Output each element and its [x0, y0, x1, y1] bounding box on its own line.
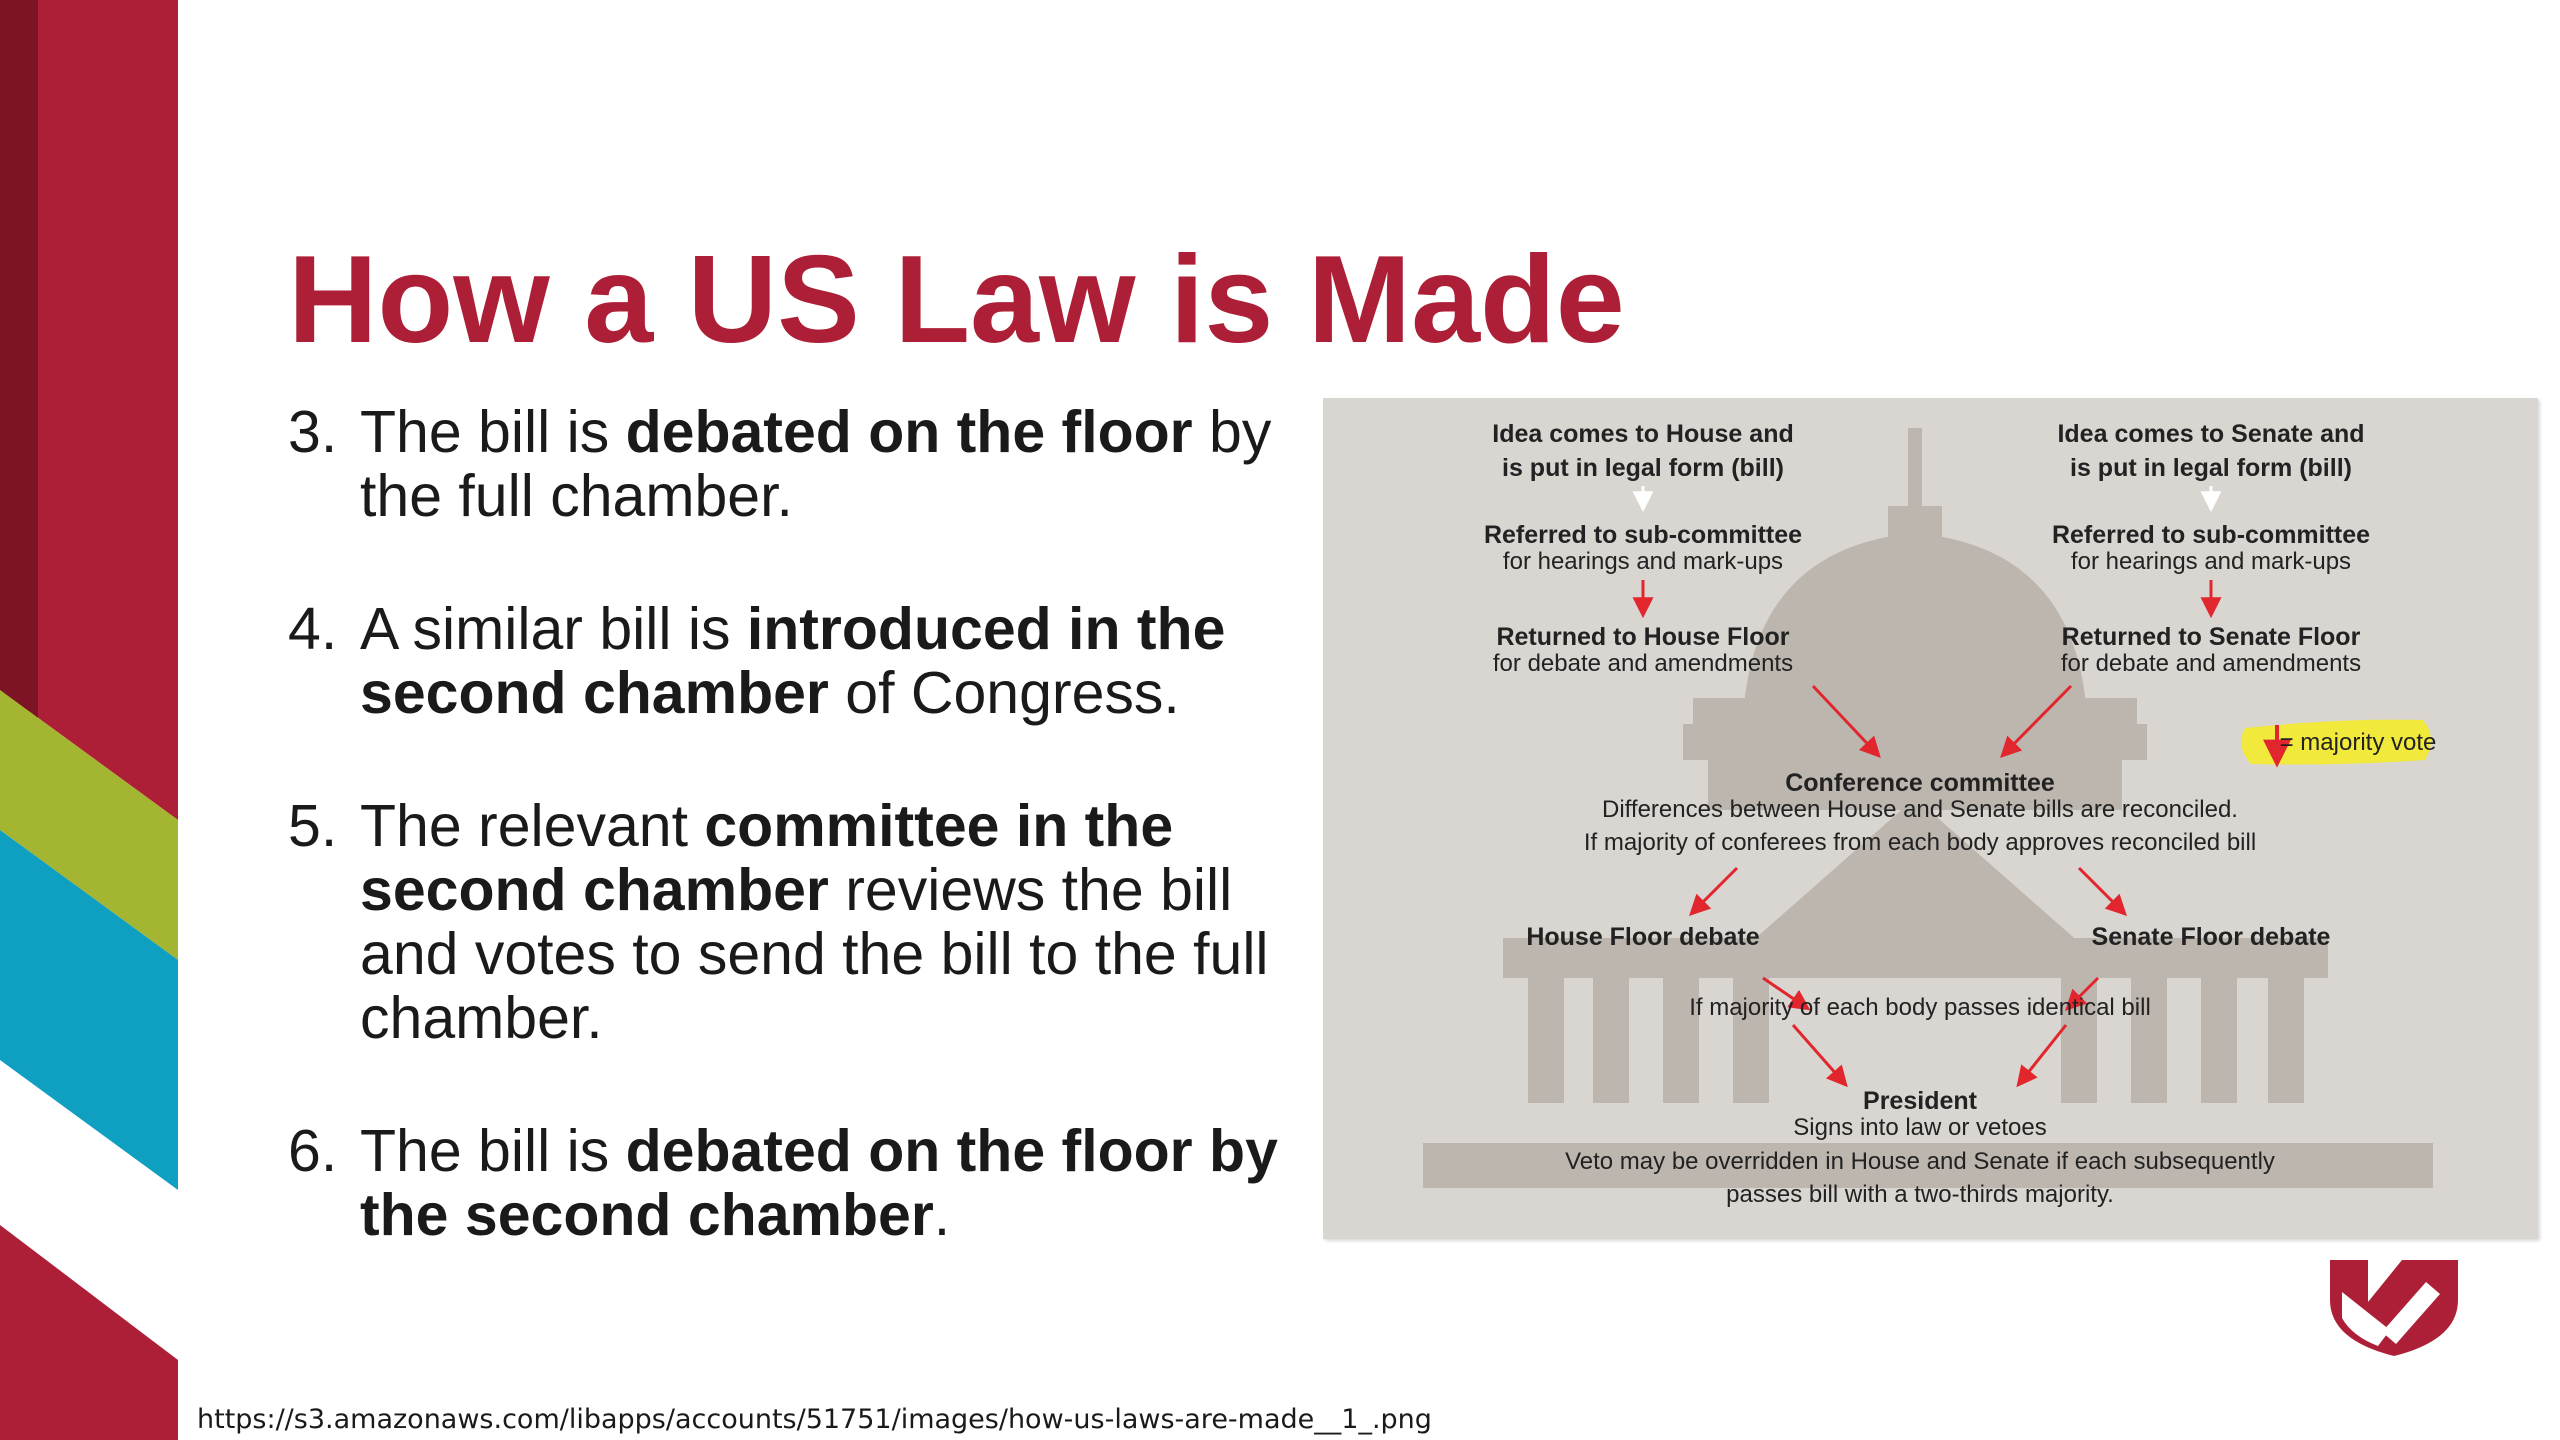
house-idea-line1: Idea comes to House and [1492, 420, 1794, 448]
step-text: The bill is debated on the floor by the full chamber. [360, 399, 1272, 529]
president-sub: Signs into law or vetoes [1793, 1114, 2047, 1141]
senate-returned-title: Returned to Senate Floor [2061, 623, 2361, 651]
step-list [288, 400, 1288, 1247]
house-idea-line2: is put in legal form (bill) [1502, 454, 1784, 482]
slide-title: How a US Law is Made [288, 231, 1625, 369]
senate-floor-label: Senate Floor debate [2091, 923, 2331, 951]
senate-idea-line1: Idea comes to Senate and [2057, 420, 2365, 448]
law-process-diagram [1323, 398, 2538, 1239]
step-item [288, 794, 1288, 1050]
senate-returned-sub: for debate and amendments [2060, 650, 2362, 677]
passes-label: If majority of each body passes identical bill [1689, 994, 2151, 1021]
house-returned-title: Returned to House Floor [1496, 623, 1790, 651]
step-number: 5. [288, 793, 338, 859]
senate-referred-title: Referred to sub-committee [2051, 521, 2371, 549]
house-returned-sub: for debate and amendments [1492, 650, 1794, 677]
house-floor-label: House Floor debate [1526, 923, 1760, 951]
veto-line2: passes bill with a two-thirds majority. [1726, 1181, 2114, 1208]
house-referred-sub: for hearings and mark-ups [1502, 548, 1784, 575]
decorative-side-band [0, 0, 178, 1440]
step-item [288, 1119, 1288, 1247]
house-referred-title: Referred to sub-committee [1483, 521, 1803, 549]
legend-label: = majority vote [2279, 729, 2437, 756]
conference-line2: If majority of conferees from each body approves reconciled bill [1583, 829, 2257, 856]
step-text: The bill is debated on the floor by the second chamber. [360, 1118, 1278, 1248]
senate-idea-line2: is put in legal form (bill) [2070, 454, 2352, 482]
senate-referred-sub: for hearings and mark-ups [2070, 548, 2352, 575]
step-number: 6. [288, 1118, 338, 1184]
step-text: The relevant committee in the second chamber reviews the bill and votes to send the bill to the full chamber. [360, 793, 1269, 1051]
university-logo [2328, 1258, 2460, 1358]
president-title: President [1863, 1087, 1977, 1115]
step-number: 4. [288, 596, 338, 662]
step-item [288, 597, 1288, 725]
step-number: 3. [288, 399, 338, 465]
source-url[interactable]: https://s3.amazonaws.com/libapps/accounts/51751/images/how-us-laws-are-made__1_.png [197, 1404, 1432, 1435]
step-text: A similar bill is introduced in the second chamber of Congress. [360, 596, 1226, 726]
veto-line1: Veto may be overridden in House and Senate if each subsequently [1565, 1148, 2275, 1175]
step-item [288, 400, 1288, 528]
conference-title: Conference committee [1785, 769, 2055, 797]
conference-line1: Differences between House and Senate bills are reconciled. [1602, 796, 2238, 823]
diagram-canvas [1323, 398, 2538, 1239]
